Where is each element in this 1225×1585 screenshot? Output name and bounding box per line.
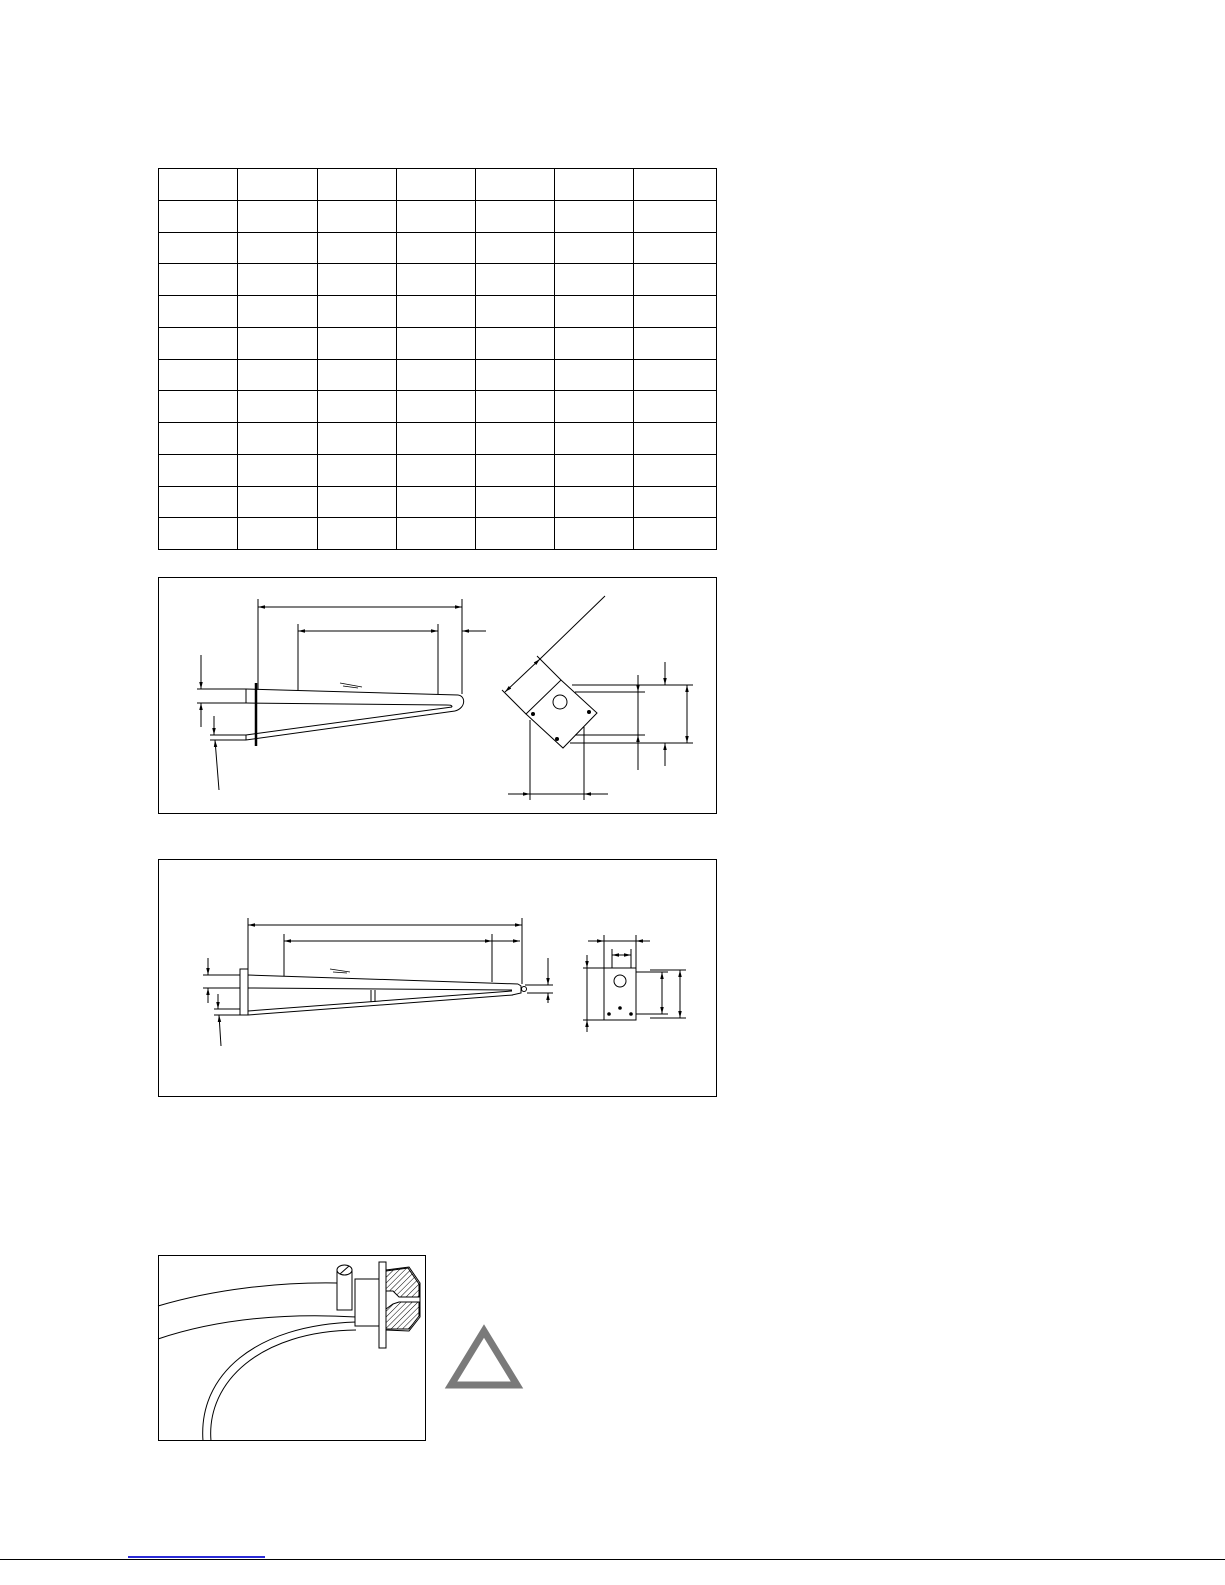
table-cell <box>397 169 476 201</box>
bolt-hole <box>531 712 535 716</box>
table-cell <box>318 328 397 360</box>
bar-bottom-edge <box>246 703 446 705</box>
table-cell <box>476 264 555 296</box>
bracket-bar <box>240 969 527 1015</box>
pipe-edge <box>202 1322 355 1441</box>
height-dimensions <box>203 958 553 1046</box>
table-cell <box>397 201 476 233</box>
surface-mark <box>340 683 362 688</box>
bar-bottom-edge <box>248 988 512 990</box>
table-cell <box>476 201 555 233</box>
table-cell <box>555 169 634 201</box>
table-cell <box>634 328 717 360</box>
table-cell <box>159 518 238 550</box>
strut <box>371 990 375 1002</box>
table-cell <box>634 264 717 296</box>
length-dimensions <box>248 918 522 984</box>
bracket-bar <box>246 683 464 746</box>
table-cell <box>476 455 555 487</box>
table-cell <box>159 455 238 487</box>
warning-triangle-outline <box>451 1331 517 1385</box>
table-cell <box>397 518 476 550</box>
table-cell <box>397 296 476 328</box>
table-cell <box>555 201 634 233</box>
table-cell <box>238 360 318 392</box>
table-cell <box>397 233 476 265</box>
table-cell <box>555 455 634 487</box>
table-cell <box>476 423 555 455</box>
table-cell <box>238 487 318 519</box>
table-cell <box>397 360 476 392</box>
table-cell <box>476 296 555 328</box>
table-cell <box>634 169 717 201</box>
bracket-diagram-straight <box>158 859 717 1097</box>
support-rod <box>246 711 455 740</box>
table-cell <box>476 391 555 423</box>
table-cell <box>159 328 238 360</box>
table-cell <box>238 201 318 233</box>
bar-end-cap <box>512 984 521 995</box>
extension-line <box>502 690 526 714</box>
table-cell <box>318 233 397 265</box>
bolt-hole <box>607 1012 611 1016</box>
footer-link-underline[interactable] <box>128 1556 265 1558</box>
dimension-line <box>215 740 219 790</box>
table-cell <box>238 455 318 487</box>
data-table <box>158 168 717 550</box>
pipe-connection-diagram <box>158 1255 426 1441</box>
plate-view-rectangular <box>583 935 686 1032</box>
table-cell <box>555 264 634 296</box>
hose-inner-edge <box>158 1315 356 1338</box>
plate-view-diamond <box>502 596 693 800</box>
warning-triangle-icon <box>440 1318 530 1394</box>
table-cell <box>397 391 476 423</box>
extension-line <box>537 656 561 680</box>
bar-hook <box>455 695 464 711</box>
support-rod <box>248 991 512 1011</box>
table-cell <box>634 296 717 328</box>
height-dimensions <box>197 655 246 790</box>
bar-top-edge <box>248 975 518 984</box>
table-cell <box>634 391 717 423</box>
table-cell <box>238 391 318 423</box>
table-cell <box>159 201 238 233</box>
bracket-straight-drawing <box>158 859 717 1097</box>
table-cell <box>318 487 397 519</box>
valve-handle <box>337 1270 352 1310</box>
table-cell <box>159 391 238 423</box>
bracket-diagram-angled <box>158 577 717 814</box>
table-cell <box>397 423 476 455</box>
table-cell <box>476 233 555 265</box>
pipe-edge <box>210 1330 355 1441</box>
table-cell <box>238 296 318 328</box>
table-cell <box>318 264 397 296</box>
table-cell <box>555 518 634 550</box>
table-cell <box>634 487 717 519</box>
bar-top-edge <box>246 689 458 695</box>
bracket-angled-drawing <box>158 577 717 814</box>
table-cell <box>634 360 717 392</box>
table-cell <box>555 233 634 265</box>
table-cell <box>318 296 397 328</box>
table-cell <box>555 328 634 360</box>
table-cell <box>634 233 717 265</box>
table-cell <box>159 296 238 328</box>
table-cell <box>476 487 555 519</box>
table-cell <box>397 264 476 296</box>
side-view <box>203 918 553 1046</box>
pipe-connection <box>158 1262 420 1441</box>
support-rod <box>246 707 452 735</box>
table-cell <box>634 423 717 455</box>
table-cell <box>397 455 476 487</box>
table-cell <box>397 487 476 519</box>
axis-line <box>540 596 605 659</box>
table-cell <box>159 360 238 392</box>
table-cell <box>555 487 634 519</box>
bolt-hole <box>629 1012 633 1016</box>
fitting-body <box>355 1279 379 1326</box>
bolt-hole <box>587 710 591 714</box>
end-fitting <box>521 986 526 991</box>
table-cell <box>476 169 555 201</box>
table-cell <box>238 423 318 455</box>
fitting-flange <box>379 1262 386 1348</box>
table-cell <box>476 328 555 360</box>
mounting-plate <box>604 968 636 1020</box>
dimension-line <box>505 659 540 692</box>
table-cell <box>318 201 397 233</box>
table-cell <box>555 423 634 455</box>
side-view <box>197 599 486 790</box>
pipe-connection-drawing <box>158 1255 426 1441</box>
table-cell <box>238 328 318 360</box>
table-cell <box>318 169 397 201</box>
mounting-plate <box>526 680 597 748</box>
table-cell <box>476 518 555 550</box>
table-cell <box>397 328 476 360</box>
table-cell <box>555 391 634 423</box>
table-cell <box>634 201 717 233</box>
bolt-hole <box>555 737 559 741</box>
table-cell <box>476 360 555 392</box>
table-cell <box>555 360 634 392</box>
length-dimensions <box>258 599 486 694</box>
support-rod <box>248 995 513 1015</box>
bolt-hole <box>618 1006 622 1010</box>
table-cell <box>318 518 397 550</box>
table-cell <box>159 423 238 455</box>
table-cell <box>238 518 318 550</box>
wall-plate <box>240 969 248 1015</box>
table-cell <box>238 169 318 201</box>
table-cell <box>159 487 238 519</box>
surface-mark <box>330 969 350 973</box>
table-cell <box>159 233 238 265</box>
table-cell <box>238 233 318 265</box>
table-cell <box>318 391 397 423</box>
table-cell <box>634 455 717 487</box>
table-cell <box>318 455 397 487</box>
table-cell <box>159 169 238 201</box>
table-cell <box>318 360 397 392</box>
table-cell <box>159 264 238 296</box>
dimension-line <box>219 1015 221 1046</box>
table-cell <box>238 264 318 296</box>
hose-outer-edge <box>158 1282 337 1305</box>
footer-rule <box>0 1552 1225 1562</box>
table-cell <box>634 518 717 550</box>
table-cell <box>318 423 397 455</box>
table-cell <box>555 296 634 328</box>
